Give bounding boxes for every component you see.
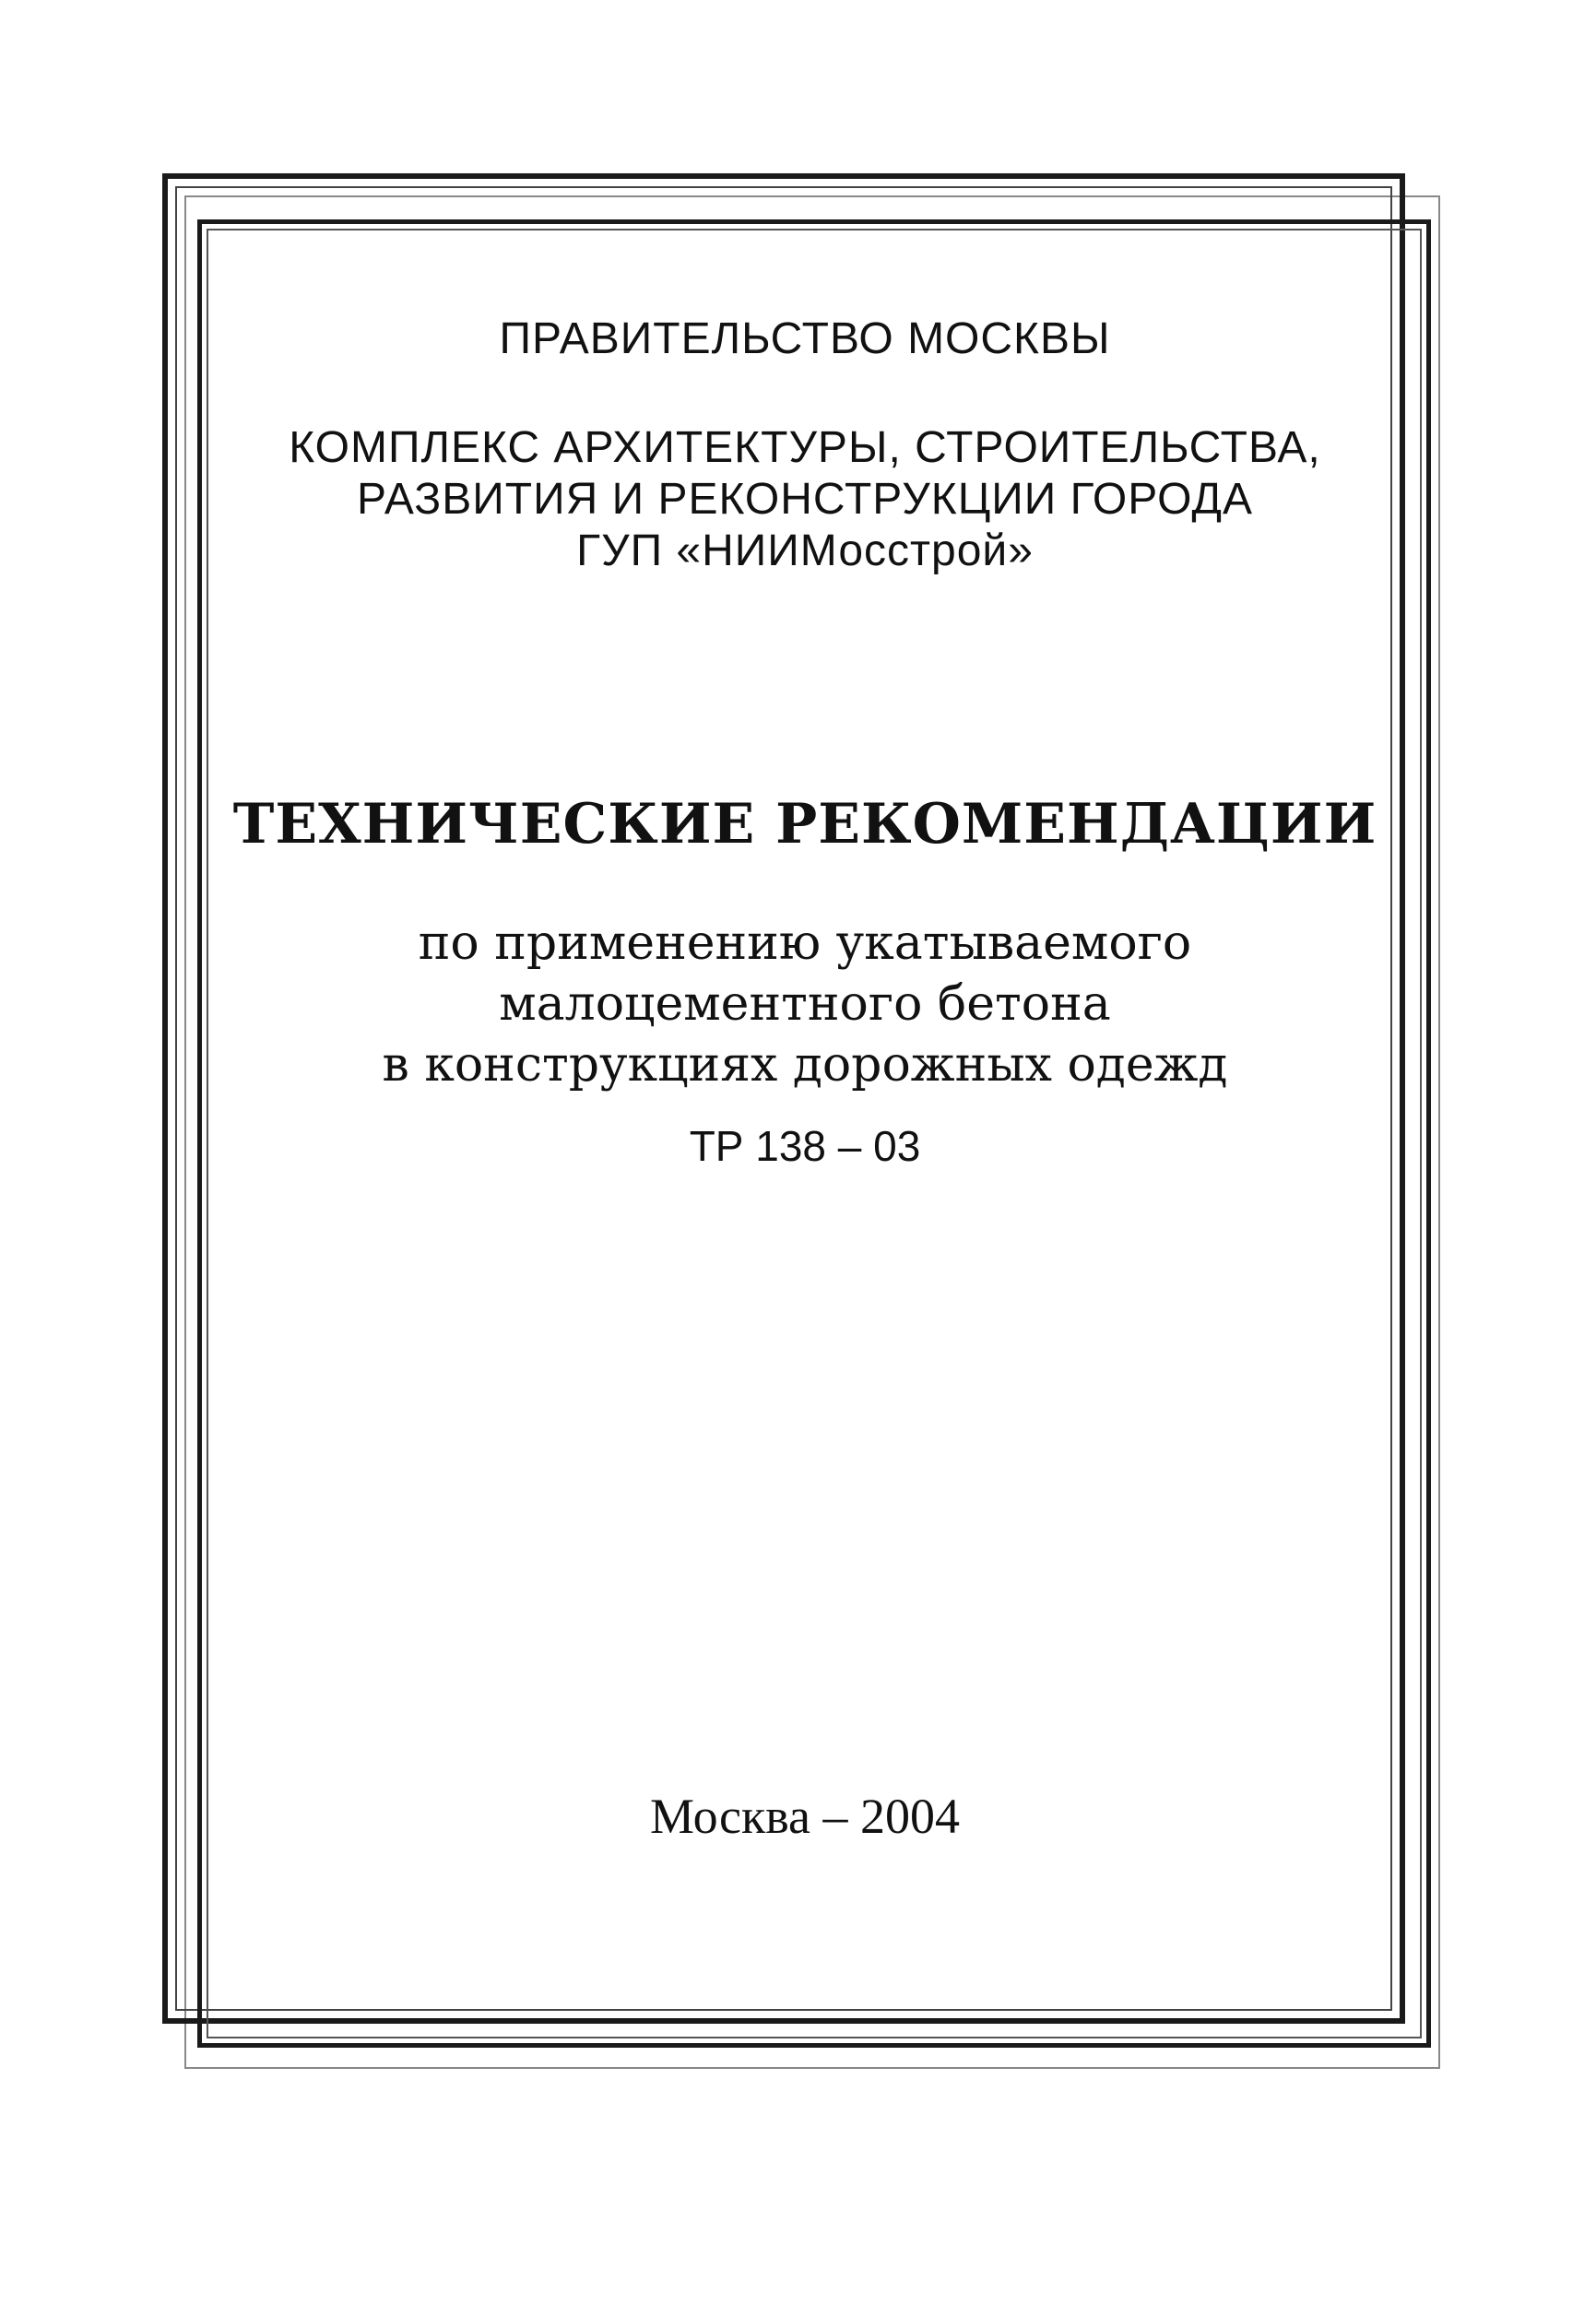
document-code: ТР 138 – 03 bbox=[689, 1122, 921, 1170]
city-year: Москва – 2004 bbox=[650, 1789, 960, 1844]
subtitle-line-1: по применению укатываемого bbox=[418, 916, 1192, 971]
organization-line-2: РАЗВИТИЯ И РЕКОНСТРУКЦИИ ГОРОДА bbox=[357, 475, 1253, 524]
subtitle-line-2: малоцементного бетона bbox=[499, 976, 1111, 1032]
organization-line-3: ГУП «НИИМосстрой» bbox=[576, 526, 1034, 575]
document-subtitle bbox=[197, 913, 1413, 1095]
document-title: ТЕХНИЧЕСКИЕ РЕКОМЕНДАЦИИ bbox=[232, 792, 1377, 857]
government-heading: ПРАВИТЕЛЬСТВО МОСКВЫ bbox=[499, 314, 1111, 363]
organization-block bbox=[197, 422, 1413, 577]
subtitle-line-3: в конструкциях дорожных одежд bbox=[382, 1037, 1228, 1093]
organization-line-1: КОМПЛЕКС АРХИТЕКТУРЫ, СТРОИТЕЛЬСТВА, bbox=[289, 423, 1321, 472]
